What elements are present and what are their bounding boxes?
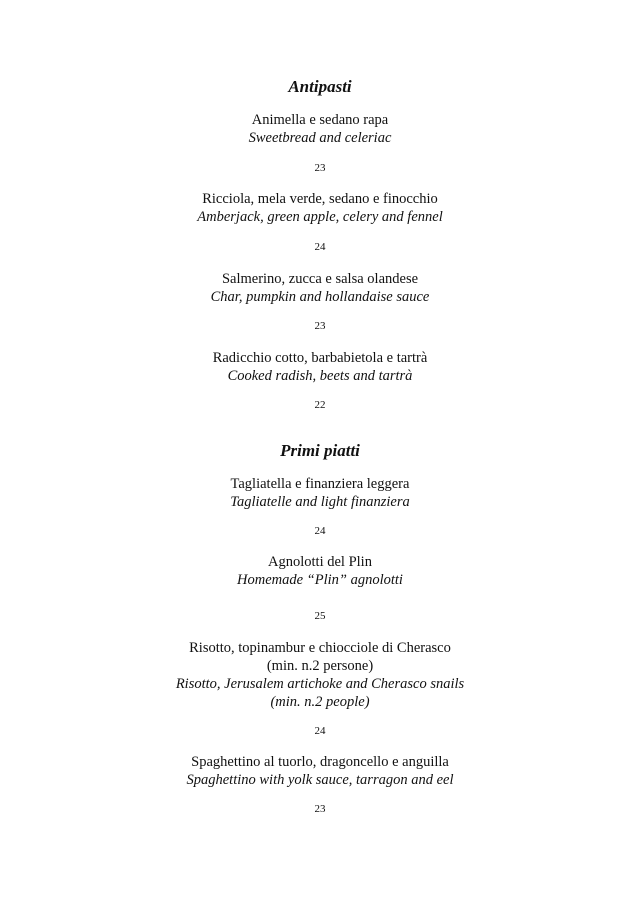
dish-price: 22 — [314, 399, 326, 411]
dish-price: 25 — [314, 610, 326, 622]
dish-name-it: Agnolotti del Plin — [268, 554, 372, 570]
dish-name-en: Cooked radish, beets and tartrà — [227, 368, 413, 384]
section-title-antipasti: Antipasti — [288, 77, 352, 96]
dish-name-it: Ricciola, mela verde, sedano e finocchio — [202, 191, 438, 207]
dish-name-en: Spaghettino with yolk sauce, tarragon and eel — [186, 772, 454, 788]
dish-name-en: Sweetbread and celeriac — [248, 130, 392, 146]
dish-name-en: Homemade “Plin” agnolotti — [237, 572, 403, 588]
dish-name-it: Spaghettino al tuorlo, dragoncello e anguilla — [191, 754, 449, 770]
dish-price: 24 — [314, 725, 326, 737]
dish-price: 24 — [314, 525, 326, 537]
dish-price: 23 — [314, 320, 326, 332]
dish-name-it: Radicchio cotto, barbabietola e tartrà — [212, 350, 428, 366]
dish-note-en: (min. n.2 people) — [270, 694, 370, 710]
dish-name-en: Tagliatelle and light finanziera — [230, 494, 410, 510]
dish-price: 23 — [314, 162, 326, 174]
dish-name-en: Char, pumpkin and hollandaise sauce — [210, 289, 430, 305]
dish-name-it: Risotto, topinambur e chiocciole di Cherasco — [189, 640, 451, 656]
dish-price: 23 — [314, 803, 326, 815]
dish-name-it: Animella e sedano rapa — [251, 112, 389, 128]
dish-note-it: (min. n.2 persone) — [266, 658, 374, 674]
dish-price: 24 — [314, 241, 326, 253]
dish-name-it: Tagliatella e finanziera leggera — [230, 476, 410, 492]
section-title-primi: Primi piatti — [280, 441, 360, 460]
dish-name-it: Salmerino, zucca e salsa olandese — [221, 271, 419, 287]
dish-name-en: Risotto, Jerusalem artichoke and Cherasco snails — [175, 676, 465, 692]
dish-name-en: Amberjack, green apple, celery and fennel — [197, 209, 443, 225]
